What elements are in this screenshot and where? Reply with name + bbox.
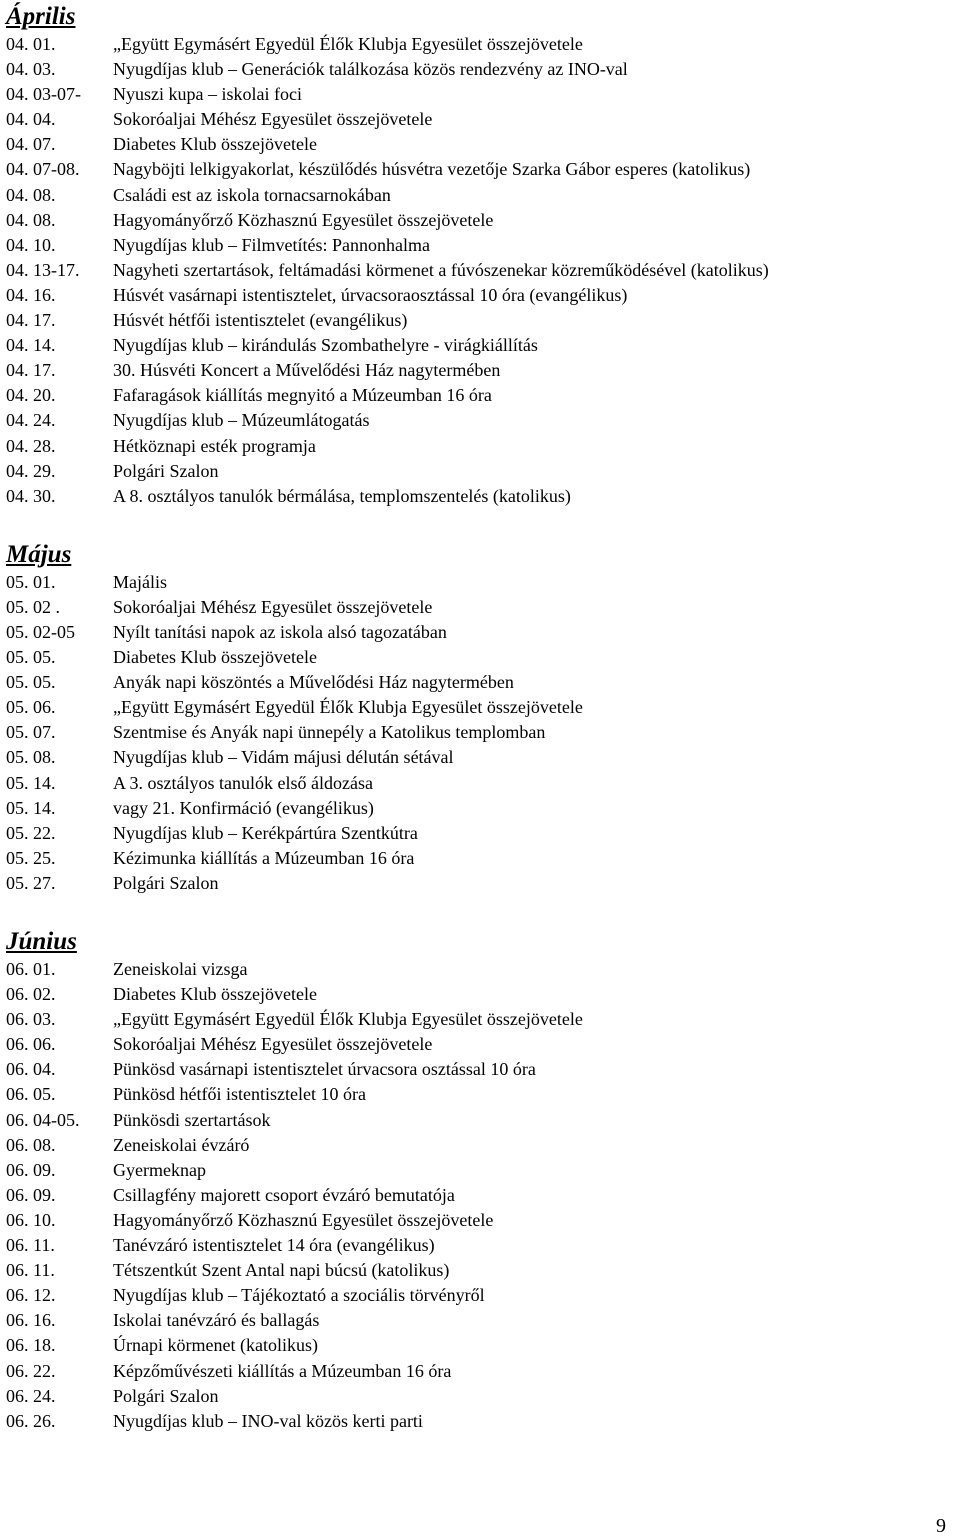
section-april <box>6 0 946 509</box>
event-description: Nyílt tanítási napok az iskola alsó tagozatában <box>113 621 447 642</box>
event-date: 06. 08. <box>6 1134 56 1155</box>
event-row <box>6 358 946 383</box>
event-date: 05. 08. <box>6 747 56 768</box>
event-description: Tétszentkút Szent Antal napi búcsú (katolikus) <box>113 1260 450 1281</box>
event-row <box>6 459 946 484</box>
event-date: 05. 02 . <box>6 596 60 617</box>
event-description: Sokoróaljai Méhész Egyesület összejövetele <box>113 1034 433 1055</box>
event-row <box>6 846 946 871</box>
event-description: Pünkösd hétfői istentisztelet 10 óra <box>113 1084 366 1105</box>
event-row <box>6 1359 946 1384</box>
event-description: Diabetes Klub összejövetele <box>113 647 317 668</box>
event-description: Hétköznapi esték programja <box>113 435 316 456</box>
event-date: 04. 17. <box>6 310 56 331</box>
event-date: 05. 05. <box>6 647 56 668</box>
event-row <box>6 957 946 982</box>
event-description: A 8. osztályos tanulók bérmálása, templomszentelés (katolikus) <box>113 485 571 506</box>
event-description: Nyugdíjas klub – Filmvetítés: Pannonhalma <box>113 234 430 255</box>
event-description: Sokoróaljai Méhész Egyesület összejövetele <box>113 109 433 130</box>
event-list-april <box>6 32 946 509</box>
event-description: Kézimunka kiállítás a Múzeumban 16 óra <box>113 847 415 868</box>
event-date: 06. 01. <box>6 959 56 979</box>
event-description: Pünkösdi szertartások <box>113 1109 271 1130</box>
event-date: 04. 24. <box>6 410 56 431</box>
event-date: 06. 02. <box>6 984 56 1005</box>
event-date: 05. 01. <box>6 571 56 592</box>
event-row <box>6 1183 946 1208</box>
event-row <box>6 1032 946 1057</box>
event-row <box>6 1082 946 1107</box>
event-row <box>6 1133 946 1158</box>
event-description: Húsvét hétfői istentisztelet (evangélikus) <box>113 310 408 331</box>
section-title-june: Június <box>6 928 77 955</box>
event-row <box>6 982 946 1007</box>
event-description: Hagyományőrző Közhasznú Egyesület összejövetele <box>113 209 494 230</box>
event-row <box>6 1108 946 1133</box>
event-row <box>6 208 946 233</box>
section-may <box>6 540 946 896</box>
event-list-may <box>6 570 946 896</box>
event-description: Húsvét vasárnapi istentisztelet, úrvacsoraosztással 10 óra (evangélikus) <box>113 284 628 305</box>
event-date: 04. 20. <box>6 385 56 406</box>
event-description: A 3. osztályos tanulók első áldozása <box>113 772 373 793</box>
event-date: 04. 29. <box>6 460 56 481</box>
event-description: 30. Húsvéti Koncert a Művelődési Ház nagytermében <box>113 360 501 381</box>
event-description: Nyugdíjas klub – kirándulás Szombathelyre - virágkiállítás <box>113 335 538 356</box>
event-date: 04. 13-17. <box>6 259 80 280</box>
event-description: Anyák napi köszöntés a Művelődési Ház nagytermében <box>113 672 514 693</box>
event-row <box>6 1384 946 1409</box>
event-description: Nyugdíjas klub – Vidám májusi délután sétával <box>113 747 454 768</box>
event-date: 06. 06. <box>6 1034 56 1055</box>
event-row <box>6 1158 946 1183</box>
event-row <box>6 570 946 595</box>
event-row <box>6 57 946 82</box>
event-row <box>6 82 946 107</box>
event-date: 04. 04. <box>6 109 56 130</box>
event-description: „Együtt Egymásért Egyedül Élők Klubja Egyesület összejövetele <box>113 1009 583 1030</box>
event-row <box>6 107 946 132</box>
event-row <box>6 1233 946 1258</box>
event-description: Tanévzáró istentisztelet 14 óra (evangélikus) <box>113 1235 435 1256</box>
event-description: „Együtt Egymásért Egyedül Élők Klubja Egyesület összejövetele <box>113 697 583 718</box>
event-description: Hagyományőrző Közhasznú Egyesület összejövetele <box>113 1209 494 1230</box>
event-description: Iskolai tanévzáró és ballagás <box>113 1310 320 1331</box>
event-row <box>6 157 946 182</box>
event-row <box>6 434 946 459</box>
event-date: 04. 30. <box>6 485 56 506</box>
event-date: 06. 05. <box>6 1084 56 1105</box>
event-description: Majális <box>113 571 167 592</box>
event-description: vagy 21. Konfirmáció (evangélikus) <box>113 797 374 818</box>
event-date: 04. 08. <box>6 184 56 205</box>
event-description: Pünkösd vasárnapi istentisztelet úrvacsora osztással 10 óra <box>113 1059 536 1080</box>
event-date: 04. 03. <box>6 59 56 80</box>
event-date: 06. 16. <box>6 1310 56 1331</box>
event-row <box>6 1258 946 1283</box>
event-date: 04. 14. <box>6 335 56 356</box>
event-date: 06. 04. <box>6 1059 56 1080</box>
event-row <box>6 821 946 846</box>
event-row <box>6 1283 946 1308</box>
event-row <box>6 1333 946 1358</box>
event-date: 04. 08. <box>6 209 56 230</box>
section-june <box>6 927 946 1434</box>
event-row <box>6 670 946 695</box>
event-date: 06. 09. <box>6 1159 56 1180</box>
event-date: 06. 11. <box>6 1235 55 1256</box>
event-description: Zeneiskolai vizsga <box>113 959 248 979</box>
event-row <box>6 1007 946 1032</box>
event-date: 04. 07-08. <box>6 159 80 180</box>
event-description: „Együtt Egymásért Egyedül Élők Klubja Egyesület összejövetele <box>113 34 583 54</box>
event-row <box>6 308 946 333</box>
event-description: Családi est az iskola tornacsarnokában <box>113 184 391 205</box>
event-description: Fafaragások kiállítás megnyitó a Múzeumban 16 óra <box>113 385 492 406</box>
event-date: 05. 07. <box>6 722 56 743</box>
event-row <box>6 695 946 720</box>
event-row <box>6 233 946 258</box>
event-date: 06. 18. <box>6 1335 56 1356</box>
event-date: 04. 01. <box>6 34 56 54</box>
event-date: 05. 14. <box>6 797 56 818</box>
event-date: 05. 14. <box>6 772 56 793</box>
event-row <box>6 1208 946 1233</box>
event-date: 05. 05. <box>6 672 56 693</box>
event-row <box>6 745 946 770</box>
event-description: Csillagfény majorett csoport évzáró bemutatója <box>113 1184 455 1205</box>
event-date: 06. 10. <box>6 1209 56 1230</box>
event-description: Sokoróaljai Méhész Egyesület összejövetele <box>113 596 433 617</box>
event-row <box>6 132 946 157</box>
event-description: Nyugdíjas klub – Múzeumlátogatás <box>113 410 370 431</box>
event-description: Nagyheti szertartások, feltámadási körmenet a fúvószenekar közreműködésével (katolikus) <box>113 259 769 280</box>
event-description: Nyugdíjas klub – Tájékoztató a szociális törvényről <box>113 1285 485 1306</box>
event-description: Nagyböjti lelkigyakorlat, készülődés húsvétra vezetője Szarka Gábor esperes (katolikus) <box>113 159 751 180</box>
event-date: 04. 10. <box>6 234 56 255</box>
event-date: 06. 24. <box>6 1385 56 1406</box>
event-row <box>6 1308 946 1333</box>
event-date: 04. 03-07- <box>6 84 81 105</box>
section-title-may: Május <box>6 540 72 568</box>
event-description: Polgári Szalon <box>113 1385 219 1406</box>
event-description: Polgári Szalon <box>113 872 219 893</box>
event-row <box>6 796 946 821</box>
event-row <box>6 333 946 358</box>
event-description: Úrnapi körmenet (katolikus) <box>113 1335 318 1356</box>
event-date: 04. 07. <box>6 134 56 155</box>
event-description: Zeneiskolai évzáró <box>113 1134 250 1155</box>
event-description: Képzőművészeti kiállítás a Múzeumban 16 óra <box>113 1360 452 1381</box>
section-title-april: Április <box>6 3 76 30</box>
event-date: 06. 11. <box>6 1260 55 1281</box>
event-date: 06. 09. <box>6 1184 56 1205</box>
event-row <box>6 283 946 308</box>
event-date: 05. 06. <box>6 697 56 718</box>
event-row <box>6 595 946 620</box>
event-date: 04. 17. <box>6 360 56 381</box>
event-description: Gyermeknap <box>113 1159 206 1180</box>
event-description: Nyugdíjas klub – Kerékpártúra Szentkútra <box>113 822 418 843</box>
page-number: 9 <box>936 1515 946 1537</box>
event-row <box>6 32 946 57</box>
event-row <box>6 484 946 509</box>
event-row <box>6 645 946 670</box>
event-date: 06. 26. <box>6 1410 56 1431</box>
event-date: 06. 12. <box>6 1285 56 1306</box>
event-date: 06. 03. <box>6 1009 56 1030</box>
event-row <box>6 871 946 896</box>
event-date: 04. 16. <box>6 284 56 305</box>
event-description: Szentmise és Anyák napi ünnepély a Katolikus templomban <box>113 722 546 743</box>
event-list-june <box>6 957 946 1434</box>
event-row <box>6 1057 946 1082</box>
event-row <box>6 408 946 433</box>
event-row <box>6 771 946 796</box>
event-date: 05. 02-05 <box>6 621 75 642</box>
event-row <box>6 620 946 645</box>
event-row <box>6 383 946 408</box>
event-description: Nyuszi kupa – iskolai foci <box>113 84 302 105</box>
event-row <box>6 1409 946 1434</box>
document-page <box>6 0 946 1434</box>
event-date: 06. 04-05. <box>6 1109 80 1130</box>
event-description: Polgári Szalon <box>113 460 219 481</box>
event-description: Diabetes Klub összejövetele <box>113 134 317 155</box>
event-description: Nyugdíjas klub – Generációk találkozása közös rendezvény az INO-val <box>113 59 628 80</box>
event-row <box>6 258 946 283</box>
event-date: 04. 28. <box>6 435 56 456</box>
event-description: Diabetes Klub összejövetele <box>113 984 317 1005</box>
event-date: 06. 22. <box>6 1360 56 1381</box>
event-date: 05. 27. <box>6 872 56 893</box>
event-row <box>6 183 946 208</box>
event-date: 05. 22. <box>6 822 56 843</box>
event-row <box>6 720 946 745</box>
event-date: 05. 25. <box>6 847 56 868</box>
event-description: Nyugdíjas klub – INO-val közös kerti parti <box>113 1410 423 1431</box>
